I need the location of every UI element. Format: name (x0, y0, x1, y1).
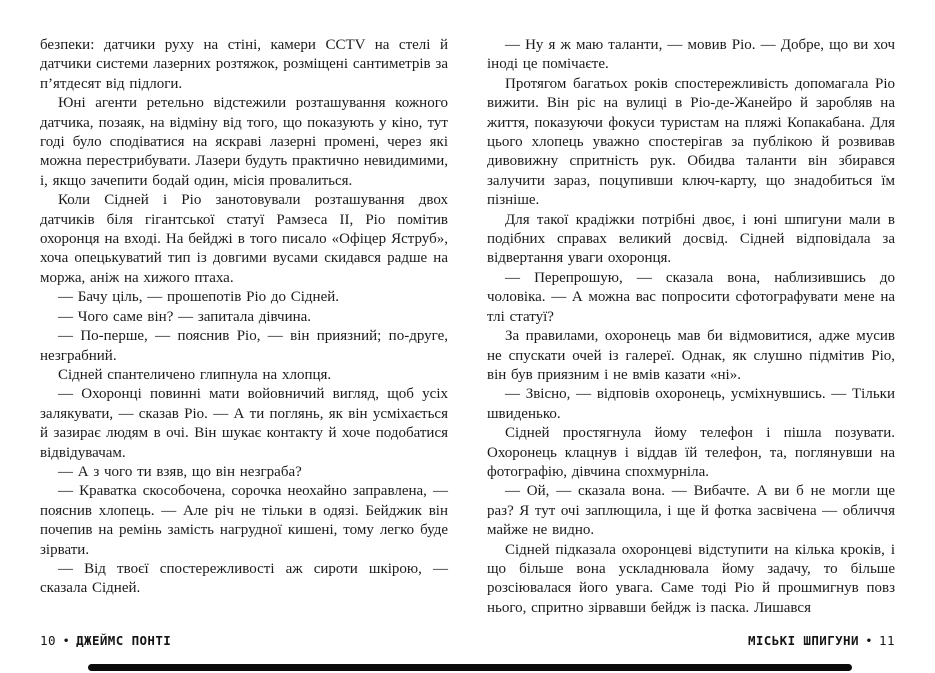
dialogue-line: — А з чого ти взяв, що він незграба? (58, 463, 302, 480)
dialogue-line: — Ой, — сказала вона. — Вибачте. А ви б не могли ще раз? Я тут очі заплющила, і ще й фотка засвічена — обличчя майже не видно. (487, 483, 895, 539)
running-title-book: МІСЬКІ ШПИГУНИ (747, 633, 859, 648)
paragraph: Сідней простягнула йому телефон і пішла позувати. Охоронець клацнув і віддав їй телефон, та, поглянувши на фотографію, дівчина спохмурніла. (487, 425, 895, 480)
dialogue-line: — Ну я ж маю таланти, — мовив Ріо. — Добре, що ви хоч іноді це помічаєте. (487, 37, 895, 73)
paragraph: Сідней спантеличено глипнула на хлопця. (58, 366, 332, 383)
page-right-text (487, 36, 895, 618)
footer-left (40, 634, 171, 649)
paragraph: Протягом багатьох років спостережливість допомагала Ріо вижити. Він ріс на вулиці в Ріо-де-Жанейро й заробляв на життя, показуючи фокуси туристам на пляжі Копакабана. Для цього хлопець уважно спостерігав за публікою й розвивав дивовижну спритність рук. Обидва таланти він збирався залучити зараз, поцупивши ключ-карту, що знадобиться їм пізніше. (487, 75, 895, 209)
paragraph: Коли Сідней і Ріо занотовували розташування двох датчиків біля гігантської статуї Рамзеса II, Ріо помітив охоронця на вході. На бейджі в того писало «Офіцер Яструб», хоча опецькуватий тип із довгими вусами скидався радше на моржа, аніж на хижого птаха. (40, 192, 448, 286)
paragraph: Для такої крадіжки потрібні двоє, і юні шпигуни мали в подібних справах великий досвід. Сідней відповідала за відвертання уваги охоронця. (487, 211, 895, 267)
paragraph: Сідней підказала охоронцеві відступити на кілька кроків, і що більше вона ускладнювала йому задачу, то більше розсіювалася його увага. Саме тоді Ріо й прошмигнув повз нього, спритно зірвавши бейдж із паска. Лишався (487, 541, 895, 616)
footer-right (748, 634, 895, 649)
dialogue-line: — Від твоєї спостережливості аж сироти шкірою, — сказала Сідней. (40, 560, 448, 597)
dialogue-line: — По-перше, — пояснив Ріо, — він приязний; по-друге, незграбний. (40, 328, 448, 364)
dialogue-line: — Перепрошую, — сказала вона, наблизившись до чоловіка. — А можна вас попросити сфотографувати мене на тлі статуї? (487, 269, 895, 325)
paragraph: безпеки: датчики руху на стіні, камери CCTV на стелі й датчики системи лазерних розтяжок, розміщені сантиметрів за п’ятдесят від підлоги. (40, 37, 448, 92)
page-left-text (40, 36, 448, 599)
dialogue-line: — Бачу ціль, — прошепотів Ріо до Сідней. (58, 289, 340, 306)
page-left (40, 36, 448, 618)
paragraph: За правилами, охоронець мав би відмовитися, адже мусив не спускати очей із галереї. Однак, як слушно підмітив Ріо, він був приязним і не вмів казати «ні». (487, 328, 895, 383)
running-title-author: ДЖЕЙМС ПОНТІ (76, 633, 172, 648)
home-indicator[interactable] (88, 664, 852, 671)
page-number-left: 10 (40, 633, 57, 648)
dialogue-line: — Краватка скособочена, сорочка неохайно заправлена, — пояснив хлопець. — Але річ не тільки в одязі. Бейджик він почепив на ремінь замість нагрудної кишені, тому легко буде зірвати. (40, 483, 448, 558)
dialogue-line: — Звісно, — відповів охоронець, усміхнувшись. — Тільки швиденько. (487, 386, 895, 422)
footer-separator-dot: • (865, 636, 872, 647)
dialogue-line: — Чого саме він? — запитала дівчина. (58, 308, 312, 325)
page-right (487, 36, 895, 618)
dialogue-line: — Охоронці повинні мати войовничий вигляд, щоб усіх залякувати, — сказав Ріо. — А ти поглянь, як він усміхається й зазирає людям в очі. Він шукає контакту й хоче подобатися відвідувачам. (40, 386, 448, 461)
footer-separator-dot: • (63, 636, 70, 647)
page-number-right: 11 (878, 633, 895, 648)
paragraph: Юні агенти ретельно відстежили розташування кожного датчика, позаяк, на відміну від того, що показують у кіно, тут годі було сподіватися на яскраві лазерні промені, через які можна перестрибувати. Лазери будуть практично невидимими, і, якщо зачепити бодай один, місія провалиться. (40, 95, 448, 189)
